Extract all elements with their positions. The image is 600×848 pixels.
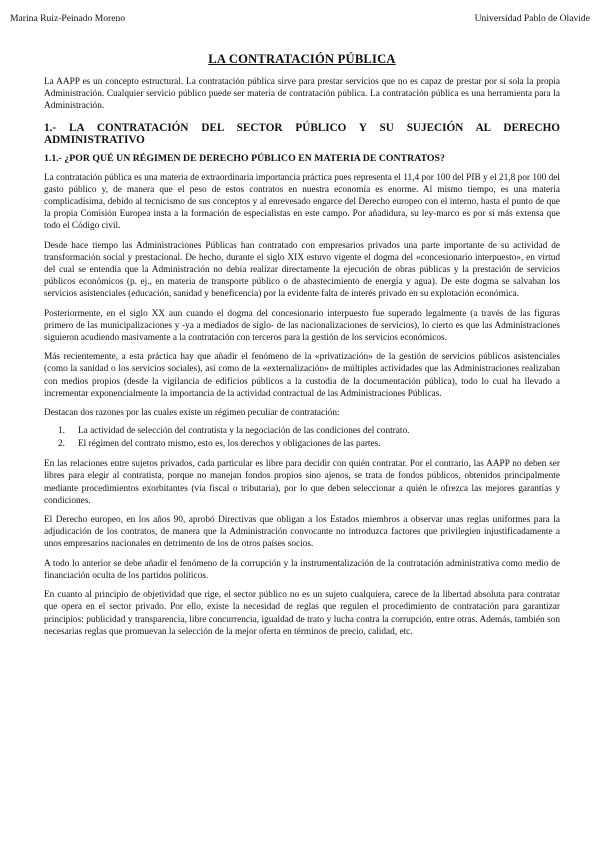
paragraph: A todo lo anterior se debe añadir el fenómeno de la corrupción y la instrumentalización de la contratación administrativa como medio de financiación oculta de los partidos políticos. (44, 558, 560, 581)
list-item (58, 438, 560, 451)
numbered-list (44, 425, 560, 451)
page-title: LA CONTRATACIÓN PÚBLICA (208, 52, 396, 66)
institution-name: Universidad Pablo de Olavide (474, 13, 590, 24)
paragraph: La contratación pública es una materia de extraordinaria importancia práctica pues representa el 11,4 por 100 del PIB y el 21,8 por 100 del gasto público y, de manera que el peso de estos contratos en nuestra economía es enorme. Al mismo tiempo, es una materia complicadísima, debido al tecnicismo de sus conceptos y al enrevesado engarce del Derecho europeo con el interno, hasta el punto de que la propia Comisión Europea insta a la formación de especialistas en este campo. Por añadidura, su ley-marco es por sí más extensa que todo el Código civil. (44, 172, 560, 232)
list-item (58, 425, 560, 438)
list-item-number: 2. (58, 439, 65, 450)
author-name: Marina Ruiz-Peinado Moreno (10, 13, 126, 24)
paragraph: El Derecho europeo, en los años 90, aprobó Directivas que obligan a los Estados miembros a observar unas reglas uniformes para la adjudicación de los contratos, de manera que la Administración convocante no introduzca factores que privilegien injustificadamente a unos empresarios nacionales en detrimento de los de otros países socios. (44, 515, 560, 550)
intro-paragraph: La AAPP es un concepto estructural. La contratación pública sirve para prestar servicios que no es capaz de prestar por sí sola la propia Administración. Cualquier servicio público puede ser materia de contratación pública. La contratación pública es una herramienta para la Administración. (44, 77, 560, 112)
running-header (10, 0, 590, 24)
paragraph: En las relaciones entre sujetos privados, cada particular es libre para decidir con quién contratar. Por el contrario, las AAPP no deben ser libres para elegir al contratista, porque no manejan fondos propios sino ajenos, se trata de fondos públicos, obtenidos principalmente mediante procedimientos exorbitantes (vía fiscal o tributaria), por lo que deben seleccionar a quién le ofrezca las mejores garantías y condiciones. (44, 459, 560, 506)
list-item-number: 1. (58, 426, 65, 437)
paragraph: Más recientemente, a esta práctica hay que añadir el fenómeno de la «privatización» de la gestión de servicios públicos asistenciales (como la sanidad o los servicios sociales), así como de la «externalización» de múltiples actividades que las Administraciones realizaban con medios propios (desde la vigilancia de edificios públicos a la custodia de la documentación pública), todo lo cual ha llevado a incrementar exponencialmente la importancia de la actividad contractual de las Administraciones Públicas. (44, 352, 560, 399)
subsection-heading: 1.1.- ¿POR QUÉ UN RÉGIMEN DE DERECHO PÚBLICO EN MATERIA DE CONTRATOS? (44, 152, 445, 164)
paragraph: Posteriormente, en el siglo XX aun cuando el dogma del concesionario interpuesto fue superado legalmente (a través de las figuras primero de las municipalizaciones y -ya a mediados de siglo- de las nacionalizaciones de servicios), lo cierto es que las Administraciones siguieron acudiendo masivamente a la contratación con terceros para la gestión de los servicios económicos. (44, 308, 560, 344)
paragraph: En cuanto al principio de objetividad que rige, el sector público no es un sujeto cualquiera, carece de la libertad absoluta para contratar que opera en el sector privado. Por ello, existe la necesidad de reglas que regulen el procedimiento de contratación para garantizar principios: publicidad y transparencia, libre concurrencia, igualdad de trato y lucha contra la corrupción, entre otras. Además, también son necesarias reglas que promuevan la selección de la mejor oferta en términos de precio, calidad, etc. (44, 590, 560, 637)
list-item-text: La actividad de selección del contratista y la negociación de las condiciones del contrato. (78, 426, 410, 437)
list-item-text: El régimen del contrato mismo, esto es, los derechos y obligaciones de las partes. (78, 439, 381, 450)
paragraph: Desde hace tiempo las Administraciones Públicas han contratado con empresarios privados una parte importante de su actividad de transformación social y prestacional. De hecho, durante el siglo XIX estuvo vigente el dogma del «concesionario interpuesto», en virtud del cual se entendía que la Administración no debía realizar directamente la ejecución de obras públicas y la prestación de servicios públicos económicos (p. ej., en materia de transporte público o de abastecimiento de energía y agua). De este dogma se salvaban los servicios asistenciales (educación, sanidad y beneficencia) por la evidente falta de interés privado en su explotación económica. (44, 240, 560, 300)
paragraph: Destacan dos razones por las cuales existe un régimen peculiar de contratación: (44, 408, 340, 419)
section-heading: 1.- LA CONTRATACIÓN DEL SECTOR PÚBLICO Y SU SUJECIÓN AL DERECHO ADMINISTRATIVO (44, 121, 560, 147)
